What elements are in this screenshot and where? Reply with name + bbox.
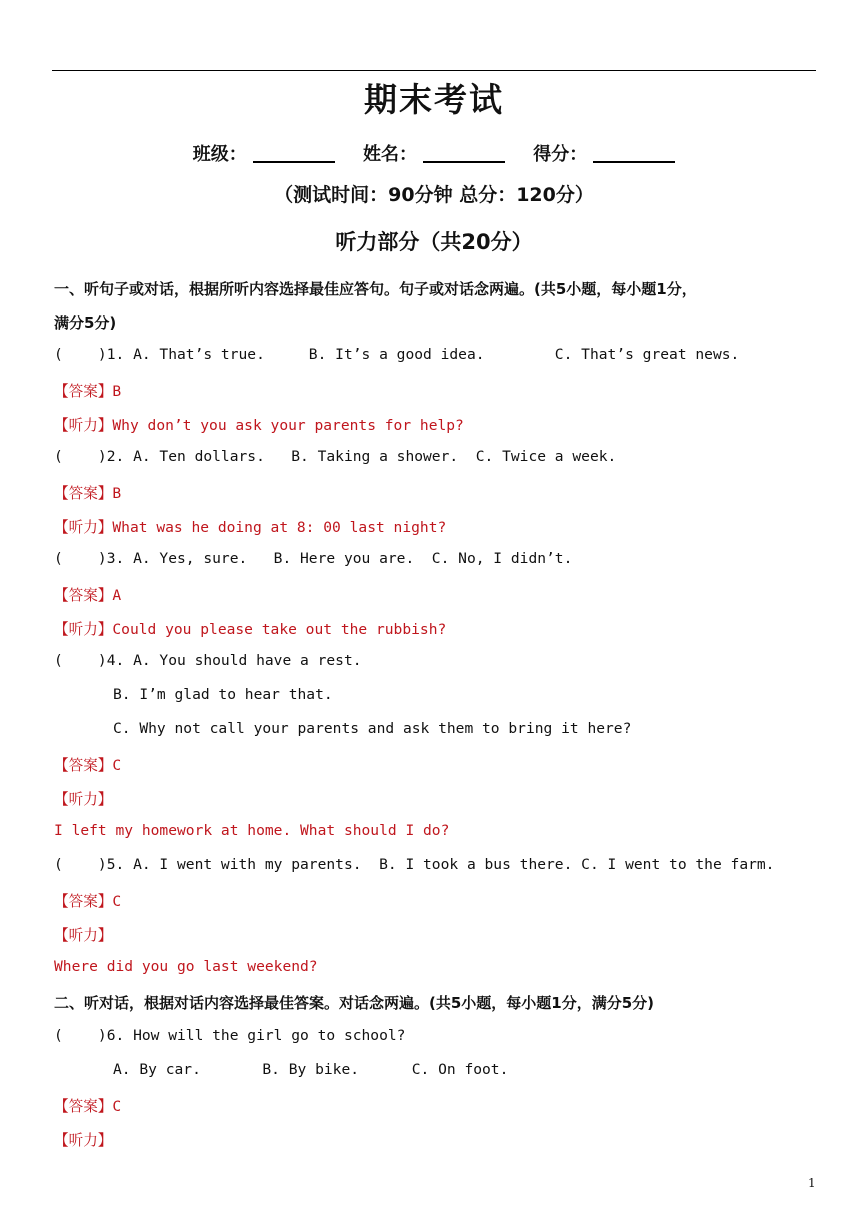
listening-tag: 【听力】 (54, 927, 113, 944)
answer-6 (54, 1095, 121, 1116)
score-label: 得分： (533, 144, 588, 165)
answer-tag: 【答案】 (54, 587, 113, 604)
listening-5-text: Where did you go last weekend? (54, 958, 318, 975)
part-title: 听力部分（共20分） (335, 230, 533, 254)
listening-tag: 【听力】 (54, 621, 113, 638)
answer-tag: 【答案】 (54, 1098, 113, 1115)
page-number: 1 (808, 1176, 816, 1190)
listening-text: Why don’t you ask your parents for help? (112, 417, 464, 434)
listening-tag: 【听力】 (54, 791, 113, 808)
section1-heading: 一、听句子或对话，根据所听内容选择最佳应答句。句子或对话念两遍。(共5小题，每小题1分， (54, 280, 697, 298)
question-3: ( )3. A. Yes, sure. B. Here you are. C. No, I didn’t. (54, 550, 573, 567)
answer-tag: 【答案】 (54, 893, 113, 910)
class-label: 班级： (192, 144, 247, 165)
question-6-options: A. By car. B. By bike. C. On foot. (113, 1061, 509, 1078)
listening-4-text: I left my homework at home. What should I do? (54, 822, 450, 839)
answer-value: C (112, 757, 122, 774)
name-blank[interactable] (423, 143, 505, 163)
question-4-option-c: C. Why not call your parents and ask them to bring it here? (113, 720, 632, 737)
question-2: ( )2. A. Ten dollars. B. Taking a shower. C. Twice a week. (54, 448, 617, 465)
answer-value: B (112, 485, 122, 502)
answer-3 (54, 584, 121, 605)
listening-3 (54, 618, 446, 639)
question-6: ( )6. How will the girl go to school? (54, 1027, 406, 1044)
exam-subtitle: （测试时间：90分钟 总分：120分） (274, 184, 594, 206)
answer-value: B (112, 383, 122, 400)
listening-text: What was he doing at 8: 00 last night? (112, 519, 447, 536)
question-4: ( )4. A. You should have a rest. (54, 652, 362, 669)
answer-5 (54, 890, 121, 911)
listening-5 (54, 924, 112, 945)
name-label: 姓名： (363, 144, 417, 165)
answer-1 (54, 380, 121, 401)
page-title: 期末考试 (364, 80, 504, 119)
score-blank[interactable] (593, 143, 675, 163)
student-info-line (0, 140, 868, 166)
answer-2 (54, 482, 121, 503)
question-5: ( )5. A. I went with my parents. B. I took a bus there. C. I went to the farm. (54, 856, 775, 873)
listening-1 (54, 414, 464, 435)
listening-4 (54, 788, 112, 809)
class-blank[interactable] (253, 143, 335, 163)
listening-tag: 【听力】 (54, 1132, 113, 1149)
listening-tag: 【听力】 (54, 519, 113, 536)
question-4-option-b: B. I’m glad to hear that. (113, 686, 333, 703)
listening-text: Could you please take out the rubbish? (112, 621, 447, 638)
listening-6 (54, 1129, 112, 1150)
answer-value: C (112, 893, 122, 910)
answer-tag: 【答案】 (54, 485, 113, 502)
answer-value: C (112, 1098, 122, 1115)
answer-tag: 【答案】 (54, 383, 113, 400)
answer-4 (54, 754, 121, 775)
listening-2 (54, 516, 446, 537)
answer-tag: 【答案】 (54, 757, 113, 774)
section2-heading: 二、听对话，根据对话内容选择最佳答案。对话念两遍。(共5小题，每小题1分，满分5分) (54, 994, 655, 1012)
listening-tag: 【听力】 (54, 417, 113, 434)
header-rule (52, 70, 816, 71)
question-1: ( )1. A. That’s true. B. It’s a good idea. C. That’s great news. (54, 346, 740, 363)
answer-value: A (112, 587, 122, 604)
section1-heading-cont: 满分5分) (54, 314, 117, 332)
